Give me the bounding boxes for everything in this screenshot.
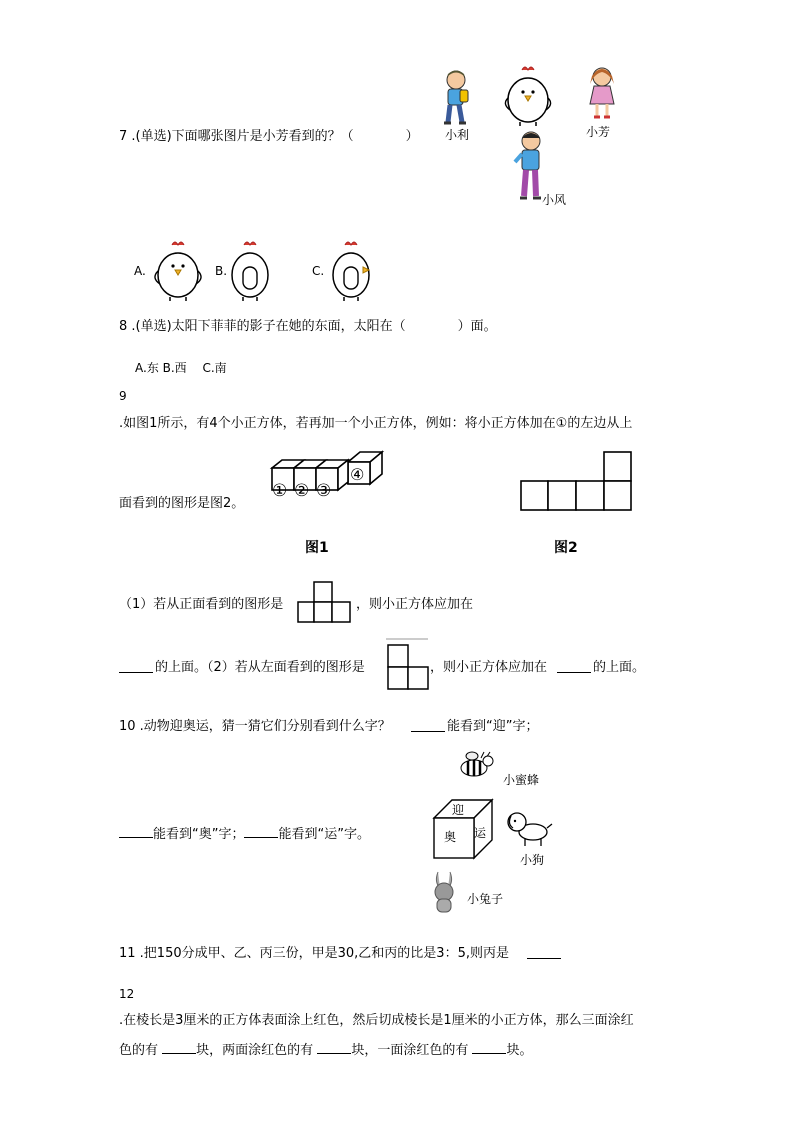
q7-prompt: 7 .(单选)下面哪张图片是小芳看到的？（ ）	[119, 129, 419, 144]
label-xiaofang: 小芳	[586, 125, 611, 139]
boy-xiaoli-figure	[440, 68, 476, 126]
cube-label-4: ④	[350, 465, 365, 484]
q12-blank-1[interactable]	[162, 1041, 196, 1054]
q12-line2-a: 色的有	[119, 1043, 159, 1058]
q9-line2: 面看到的图形是图2。	[119, 496, 245, 511]
figure2-caption: 图2	[554, 540, 578, 556]
left-view-shape	[384, 637, 430, 693]
cube-label-2: ②	[294, 481, 310, 501]
figure2-topview	[518, 450, 634, 512]
label-xiaoli: 小利	[445, 128, 470, 142]
rabbit-icon	[428, 870, 460, 914]
chicken-figure	[500, 62, 556, 126]
q9-part1-prefix: （1）若从正面看到的图形是	[119, 597, 284, 612]
q7-option-a-label[interactable]: A.	[134, 264, 146, 278]
q10-blank-1[interactable]	[411, 719, 445, 737]
bee-icon	[458, 748, 498, 780]
chicken-back-icon[interactable]	[229, 237, 271, 303]
q9-line3-c: 的上面。	[593, 660, 646, 675]
front-view-shape	[296, 580, 354, 626]
q12-number: 12	[119, 987, 135, 1001]
label-xiaofeng: 小风	[542, 193, 567, 207]
label-dog: 小狗	[520, 853, 545, 867]
q9-number: 9	[119, 389, 127, 403]
cube-label-1: ①	[272, 481, 288, 501]
q9-blank-2[interactable]	[557, 660, 591, 678]
q10-line2	[119, 825, 370, 843]
q9-blank-1[interactable]	[119, 660, 153, 678]
q12-blank-3[interactable]	[472, 1041, 506, 1054]
q9-line1: .如图1所示，有4个小正方体，若再加一个小正方体，例如：将小正方体加在①的左边从上	[119, 416, 633, 431]
q10-line2-b: 能看到“运”字。	[278, 827, 370, 842]
girl-xiaofang-figure	[584, 64, 620, 120]
figure1-caption: 图1	[305, 540, 329, 556]
q10-prompt-end: 能看到“迎”字；	[447, 719, 539, 734]
q12-line1: .在棱长是3厘米的正方体表面涂上红色，然后切成棱长是1厘米的小正方体，那么三面涂红	[119, 1013, 634, 1028]
q10-line2-a: 能看到“奥”字；	[153, 827, 245, 842]
cube-char-side: 运	[474, 826, 487, 840]
q12-line2-b: 块，两面涂红色的有	[196, 1043, 314, 1058]
cube-label-3: ③	[316, 481, 332, 501]
chicken-side-icon[interactable]	[330, 237, 372, 303]
q7-option-c-label[interactable]: C.	[312, 264, 325, 278]
boy-xiaofeng-figure	[512, 130, 546, 204]
q11-prompt: 11 .把150分成甲、乙、丙三份，甲是30,乙和丙的比是3：5,则丙是	[119, 946, 509, 961]
q8-prompt: 8 .(单选)太阳下菲菲的影子在她的东面，太阳在（ ）面。	[119, 319, 497, 334]
q7-option-b-label[interactable]: B.	[215, 264, 228, 278]
q9-part1-suffix: ，则小正方体应加在	[356, 597, 474, 612]
chicken-front-icon[interactable]	[150, 237, 206, 303]
cube-char-top: 迎	[452, 803, 465, 817]
q12-line2-c: 块，一面涂红色的有	[351, 1043, 469, 1058]
cube-char-front: 奥	[444, 830, 457, 844]
label-rabbit: 小兔子	[467, 892, 504, 906]
q8-options[interactable]: A.东 B.西 C.南	[135, 361, 227, 375]
q12-blank-2[interactable]	[317, 1041, 351, 1054]
q10-blank-3[interactable]	[244, 825, 278, 838]
q12-line2-d: 块。	[506, 1043, 533, 1058]
q9-line3-b: ，则小正方体应加在	[430, 660, 548, 675]
q9-line3-a: 的上面。（2）若从左面看到的图形是	[155, 660, 365, 675]
label-bee: 小蜜蜂	[503, 773, 540, 787]
q10-blank-2[interactable]	[119, 825, 153, 838]
q10-prompt: 10 .动物迎奥运，猜一猜它们分别看到什么字？	[119, 719, 391, 734]
q11-blank[interactable]	[527, 946, 561, 964]
q12-line2	[119, 1041, 532, 1059]
dog-icon	[503, 808, 553, 848]
